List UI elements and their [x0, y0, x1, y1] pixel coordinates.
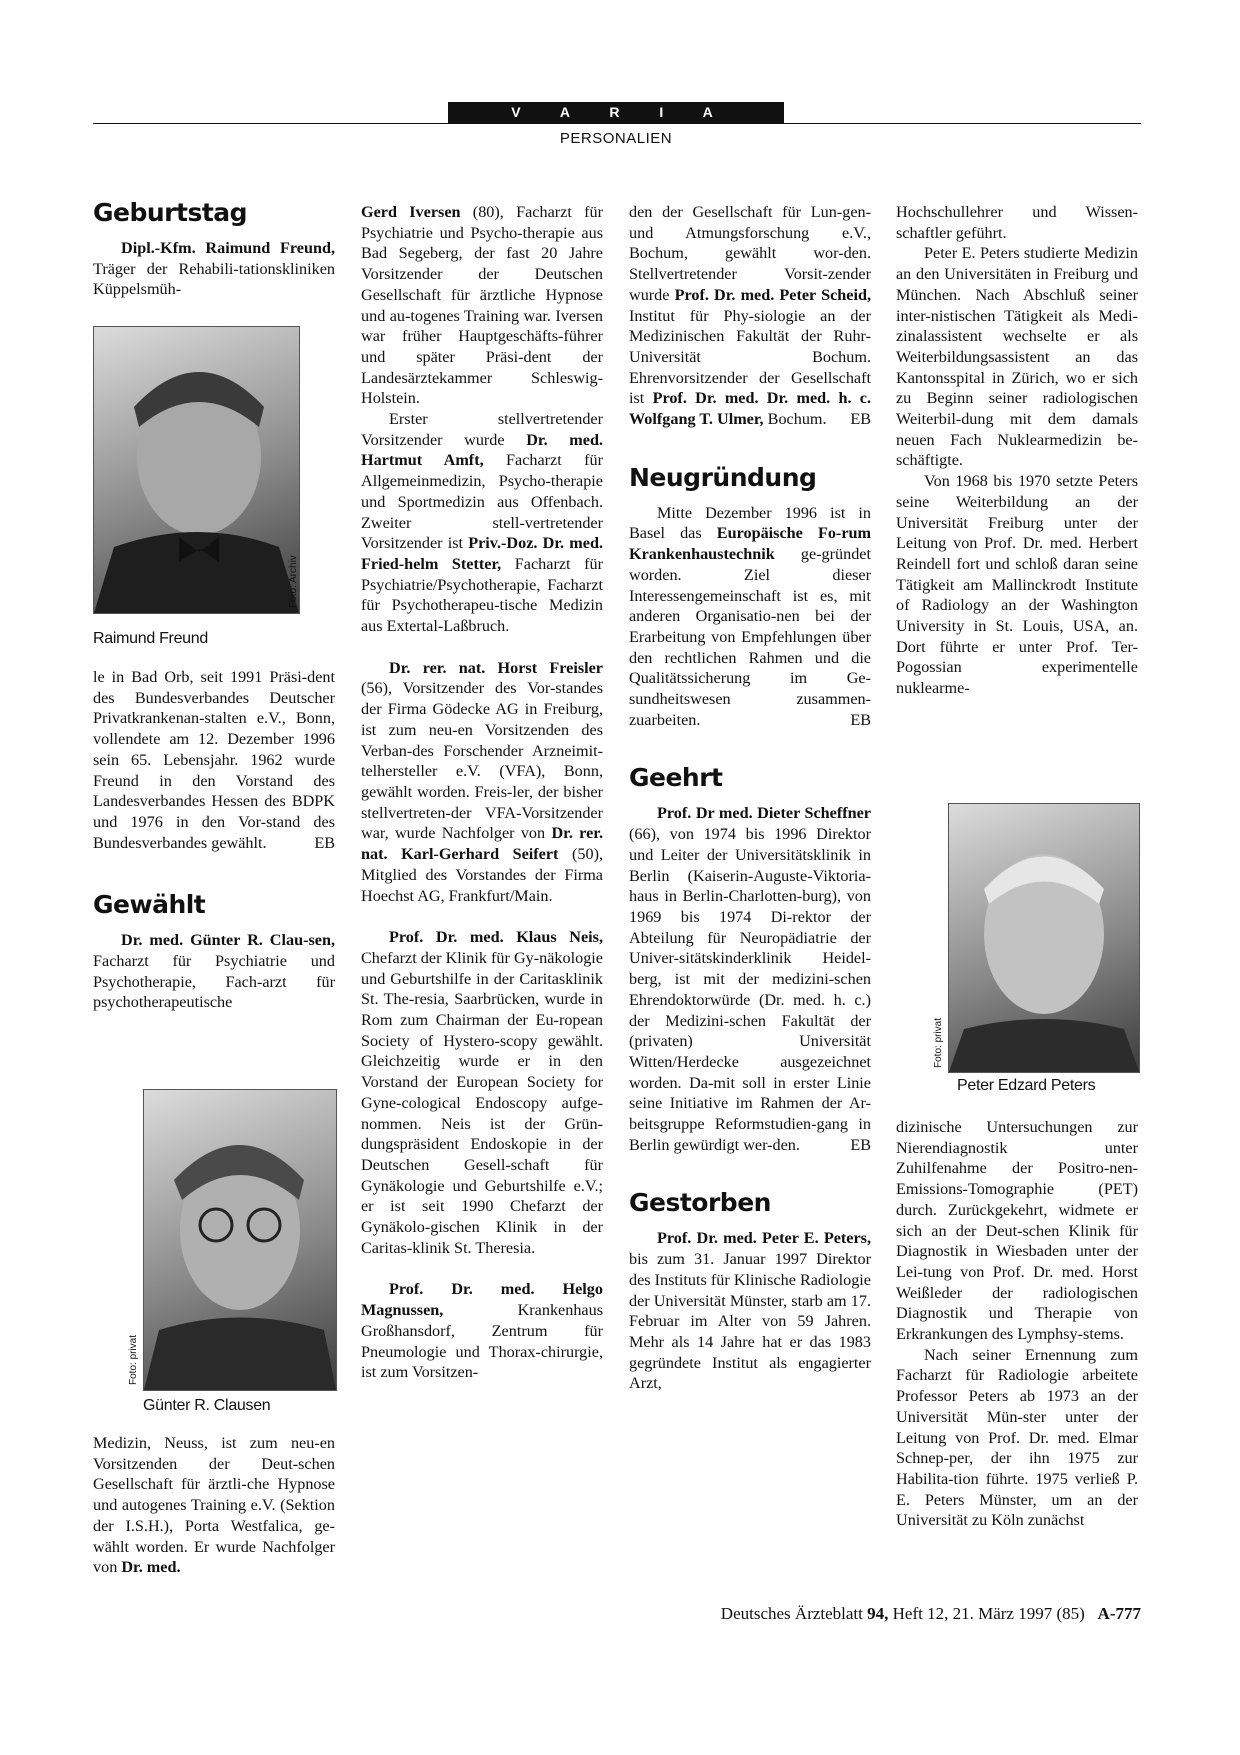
neis-paragraph	[361, 927, 603, 1258]
peters-photo-caption: Peter Edzard Peters	[957, 1077, 1096, 1094]
freisler-paragraph	[361, 658, 603, 906]
clausen-name: Dr. med. Günter R. Clau-sen,	[121, 931, 335, 950]
peters-name: Prof. Dr. med. Peter E. Peters,	[657, 1229, 871, 1248]
clausen-photo-credit: Foto: privat	[128, 1334, 139, 1385]
scheid-name: Prof. Dr. med. Peter Scheid,	[674, 285, 871, 304]
neis-name: Prof. Dr. med. Klaus Neis,	[389, 928, 603, 947]
clausen-photo-caption: Günter R. Clausen	[143, 1397, 271, 1414]
peters-paragraph-3: Von 1968 bis 1970 setzte Peters seine Weiterbildung an der Universität Freiburg unter der Leitung von Prof. Dr. med. Herbert Reindell fort und schloß daran seine Tätigkeit am Mallinckrodt Institute of Radiology an der Washington University in St. Louis, USA, an. Dort führte er unter Prof. Ter-Pogossian experimentelle nuklearme-	[896, 472, 1138, 698]
portrait-image	[94, 327, 299, 613]
freisler-text-b: (50), Mitglied des Vorstandes der Firma Hoechst AG, Frankfurt/Main.	[361, 845, 604, 905]
editor-mark: EB	[850, 410, 871, 429]
portrait-image	[144, 1090, 336, 1390]
peters-paragraph-5: Nach seiner Ernennung zum Facharzt für Radiologie arbeitete Professor Peters ab 1973 an der Universität Mün-ster unter der Leitung von Prof. Dr. med. Elmar Schnep-per, der ihn 1975 zur Habilita-tion führte. 1975 verließ P. E. Peters Münster, um an der Universität zu Köln zunächst	[896, 1345, 1138, 1530]
lung-text-c: Bochum.	[763, 410, 827, 429]
deputies-text-c: Facharzt für Psychiatrie/Psychotherapie, Facharzt für Psychotherapeu-tische Medizin aus Extertal-Laßbruch.	[361, 554, 603, 636]
photo-guenter-clausen	[143, 1089, 337, 1391]
honored-paragraph	[629, 803, 871, 1155]
freund-paragraph-rest	[93, 667, 335, 853]
honored-text: (66), von 1974 bis 1996 Direktor und Leiter der Universitätsklinik in Berlin (Kaiserin-Auguste-Viktoria-haus in Berlin-Charlotten-burg), von 1969 bis 1974 Di-rektor der Abteilung für Neuropädiatrie der Univer-sitätskinderklinik Heidel-berg, ist mit der medizini-schen Ehrendoktorwürde (Dr. med. h. c.) der Medizini-schen Fakultät der (privaten) Universität Witten/Herdecke ausgezeichnet worden. Da-mit soll in erster Linie seine Initiative im Rahmen der Ar-beitsgruppe Reformstudien-gang in Berlin gewürdigt wer-den.	[629, 825, 871, 1154]
freund-paragraph-intro	[93, 238, 335, 300]
heading-birthday: Geburtstag	[93, 198, 248, 227]
page-number: A-777	[1097, 1604, 1141, 1623]
freund-photo-caption: Raimund Freund	[93, 630, 208, 647]
stetter-name: Priv.-Doz. Dr. med. Fried-helm Stetter,	[361, 534, 603, 573]
clausen-paragraph-intro	[93, 930, 335, 1013]
peters-photo-credit: Foto: privat	[933, 1017, 944, 1068]
iversen-paragraph	[361, 202, 603, 409]
photo-peter-edzard-peters	[948, 803, 1140, 1073]
freund-intro-text: Träger der Rehabili-tationskliniken Küppelsmüh-	[93, 259, 335, 299]
clausen-rest-text: Medizin, Neuss, ist zum neu-en Vorsitzenden der Deut-schen Gesellschaft für ärztli-che Hypnose und autogenes Training e.V. (Sektion der I.S.H.), Porta Westfalica, ge-wählt worden. Er wurde Nachfolger von	[93, 1434, 335, 1577]
freund-photo-credit: Foto: Archiv	[288, 555, 299, 608]
deputies-paragraph	[361, 409, 603, 637]
editor-mark: EB	[850, 710, 871, 729]
freisler-text-a: (56), Vorsitzender des Vor-standes der Firma Gödecke AG in Freiburg, ist zum neu-en Vorsitzenden des Verban-des Forschender Arzneimit-telhersteller e.V. (VFA), Bonn, gewählt worden. Freis-ler, der bisher stellvertreten-der VFA-Vorsitzender war, wurde Nachfolger von	[361, 679, 603, 843]
peters-paragraph-4: dizinische Untersuchungen zur Nierendiagnostik unter Zuhilfenahme der Positro-nen-Emissions-Tomographie (PET) durch. Zurückgekehrt, widmete er sich an der Deut-schen Klinik für Diagnostik in Wiesbaden unter der Lei-tung von Prof. Dr. med. Horst Weißleder der radiologischen Diagnostik und Therapie von Erkrankungen des Lymphsy-stems.	[896, 1118, 1138, 1344]
heading-founded: Neugründung	[629, 462, 817, 492]
founded-text-a: Mitte Dezember 1996 ist in Basel das	[629, 503, 871, 543]
freund-name: Dipl.-Kfm. Raimund Freund,	[121, 239, 335, 257]
magnussen-name: Prof. Dr. med. Helgo Magnussen,	[361, 1280, 603, 1320]
column-1	[93, 198, 335, 300]
freisler-name: Dr. rer. nat. Horst Freisler	[389, 658, 603, 677]
freund-rest-text: le in Bad Orb, seit 1991 Präsi-dent des Bundesverbandes Deutscher Privatkrankenan-stalten e.V., Bonn, vollendete am 12. Dezember 1996 sein 65. Lebensjahr. 1962 wurde Freund in den Vorstand des Landesverbandes Hessen des BDPK und 1976 in den Vor-stand des Bundesverbandes gewählt.	[93, 668, 335, 852]
photo-raimund-freund	[93, 326, 300, 614]
founded-paragraph	[629, 503, 871, 731]
clausen-intro-text: Facharzt für Psychiatrie und Psychotherapie, Fach-arzt für psychotherapeutische	[93, 952, 335, 1012]
editor-mark: EB	[850, 1135, 871, 1154]
peters-paragraph-1: Hochschullehrer und Wissen-schaftler geführt.	[896, 203, 1138, 242]
journal-name: Deutsches Ärzteblatt	[720, 1604, 868, 1623]
journal-issue: Heft 12, 21. März 1997 (85)	[888, 1604, 1085, 1623]
seifert-name: Dr. rer. nat. Karl-Gerhard Seifert	[361, 824, 603, 864]
header-rule	[93, 123, 1141, 124]
journal-volume: 94,	[867, 1604, 889, 1623]
iversen-name: Gerd Iversen	[361, 203, 461, 221]
heading-elected: Gewählt	[93, 890, 206, 920]
died-paragraph	[629, 1228, 871, 1394]
iversen-text: (80), Facharzt für Psychiatrie und Psycho-therapie aus Bad Segeberg, der fast 20 Jahre Vorsitzender der Deutschen Gesellschaft für ärztliche Hypnose und au-togenes Training war. Iversen war früher Hauptgeschäfts-führer und später Präsi-dent der Landesärztekammer Schleswig-Holstein.	[361, 203, 603, 408]
column-4	[896, 202, 1138, 699]
editor-mark: EB	[314, 833, 335, 852]
section-subtitle: PERSONALIEN	[559, 130, 673, 147]
lung-text-a: den der Gesellschaft für Lun-gen- und Atmungsforschung e.V., Bochum, gewählt wor-den. Stellvertretender Vorsit-zender wurde	[629, 203, 871, 304]
deputies-text-a: Erster stellvertretender Vorsitzender wurde	[361, 410, 603, 449]
column-2	[361, 202, 603, 1383]
heading-died: Gestorben	[629, 1188, 771, 1218]
clausen-paragraph-rest	[93, 1433, 335, 1578]
lung-text-b: Institut für Phy-siologie an der Medizinischen Fakultät der Ruhr-Universität Bochum. Ehrenvorsitzender der Gesellschaft ist	[629, 306, 871, 408]
portrait-image	[949, 804, 1139, 1072]
column-1-continued	[93, 667, 335, 1013]
peters-paragraph-2: Peter E. Peters studierte Medizin an den Universitäten in Freiburg und München. Nach Abschluß seiner inter-nistischen Tätigkeit als Medi-zinalassistent wechselte er als Weiterbildungsassistent an das Kantonsspital in Zürich, wo er sich zu Beginn seiner radiologischen Weiterbil-dung mit dem damals neuen Fach Nuklearmedizin be-schäftigte.	[896, 244, 1138, 470]
died-text: bis zum 31. Januar 1997 Direktor des Instituts für Klinische Radiologie der Universität Münster, starb am 17. Februar im Alter von 59 Jahren. Mehr als 14 Jahre hat er das 1983 gegründete Institut als engagierter Arzt,	[629, 1250, 871, 1393]
lung-society-paragraph	[629, 202, 871, 430]
magnussen-paragraph	[361, 1279, 603, 1383]
founded-text-b: ge-gründet worden. Ziel dieser Interessengemeinschaft ist es, mit anderen Organisatio-nen bei der Erarbeitung von Empfehlungen über den rechtlichen Rahmen und die Qualitätssicherung im Ge-sundheitswesen zusammen-zuarbeiten.	[629, 545, 871, 729]
page-footer	[721, 1604, 1141, 1624]
column-1-bottom	[93, 1433, 335, 1578]
amft-name: Dr. med. Hartmut Amft,	[361, 430, 603, 470]
forum-name: Europäische Fo-rum Krankenhaustechnik	[629, 524, 871, 564]
magnussen-text: Krankenhaus Großhansdorf, Zentrum für Pneumologie und Thorax-chirurgie, ist zum Vorsitzen-	[361, 1301, 603, 1382]
neis-text: Chefarzt der Klinik für Gy-näkologie und Geburtshilfe in der Caritasklinik St. The-resia, Saarbrücken, wurde in Rom zum Chairman der Eu-ropean Society of Hystero-scopy gewählt. Gleichzeitig wurde er in den Vorstand der European Society for Gyne-cological Endoscopy aufge-nommen. Neis ist der Grün-dungspräsident Endoskopie in der Deutschen Gesell-schaft für Gynäkologie und Geburtshilfe e.V.; er ist seit 1990 Chefarzt der Gynäkolo-gischen Klinik in der Caritas-klinik St. Theresia.	[361, 948, 603, 1257]
scheffner-name: Prof. Dr med. Dieter Scheffner	[657, 804, 871, 823]
column-3	[629, 202, 871, 1394]
heading-honored: Geehrt	[629, 763, 723, 793]
ulmer-name: Prof. Dr. med. Dr. med. h. c. Wolfgang T. Ulmer,	[629, 389, 872, 429]
clausen-successor-title: Dr. med.	[121, 1558, 181, 1577]
section-banner: V A R I A	[448, 102, 784, 123]
column-4-continued	[896, 1117, 1138, 1531]
deputies-text-b: Facharzt für Allgemeinmedizin, Psycho-therapie und Sportmedizin aus Offenbach. Zweiter stell-vertretender Vorsitzender ist	[361, 451, 603, 553]
